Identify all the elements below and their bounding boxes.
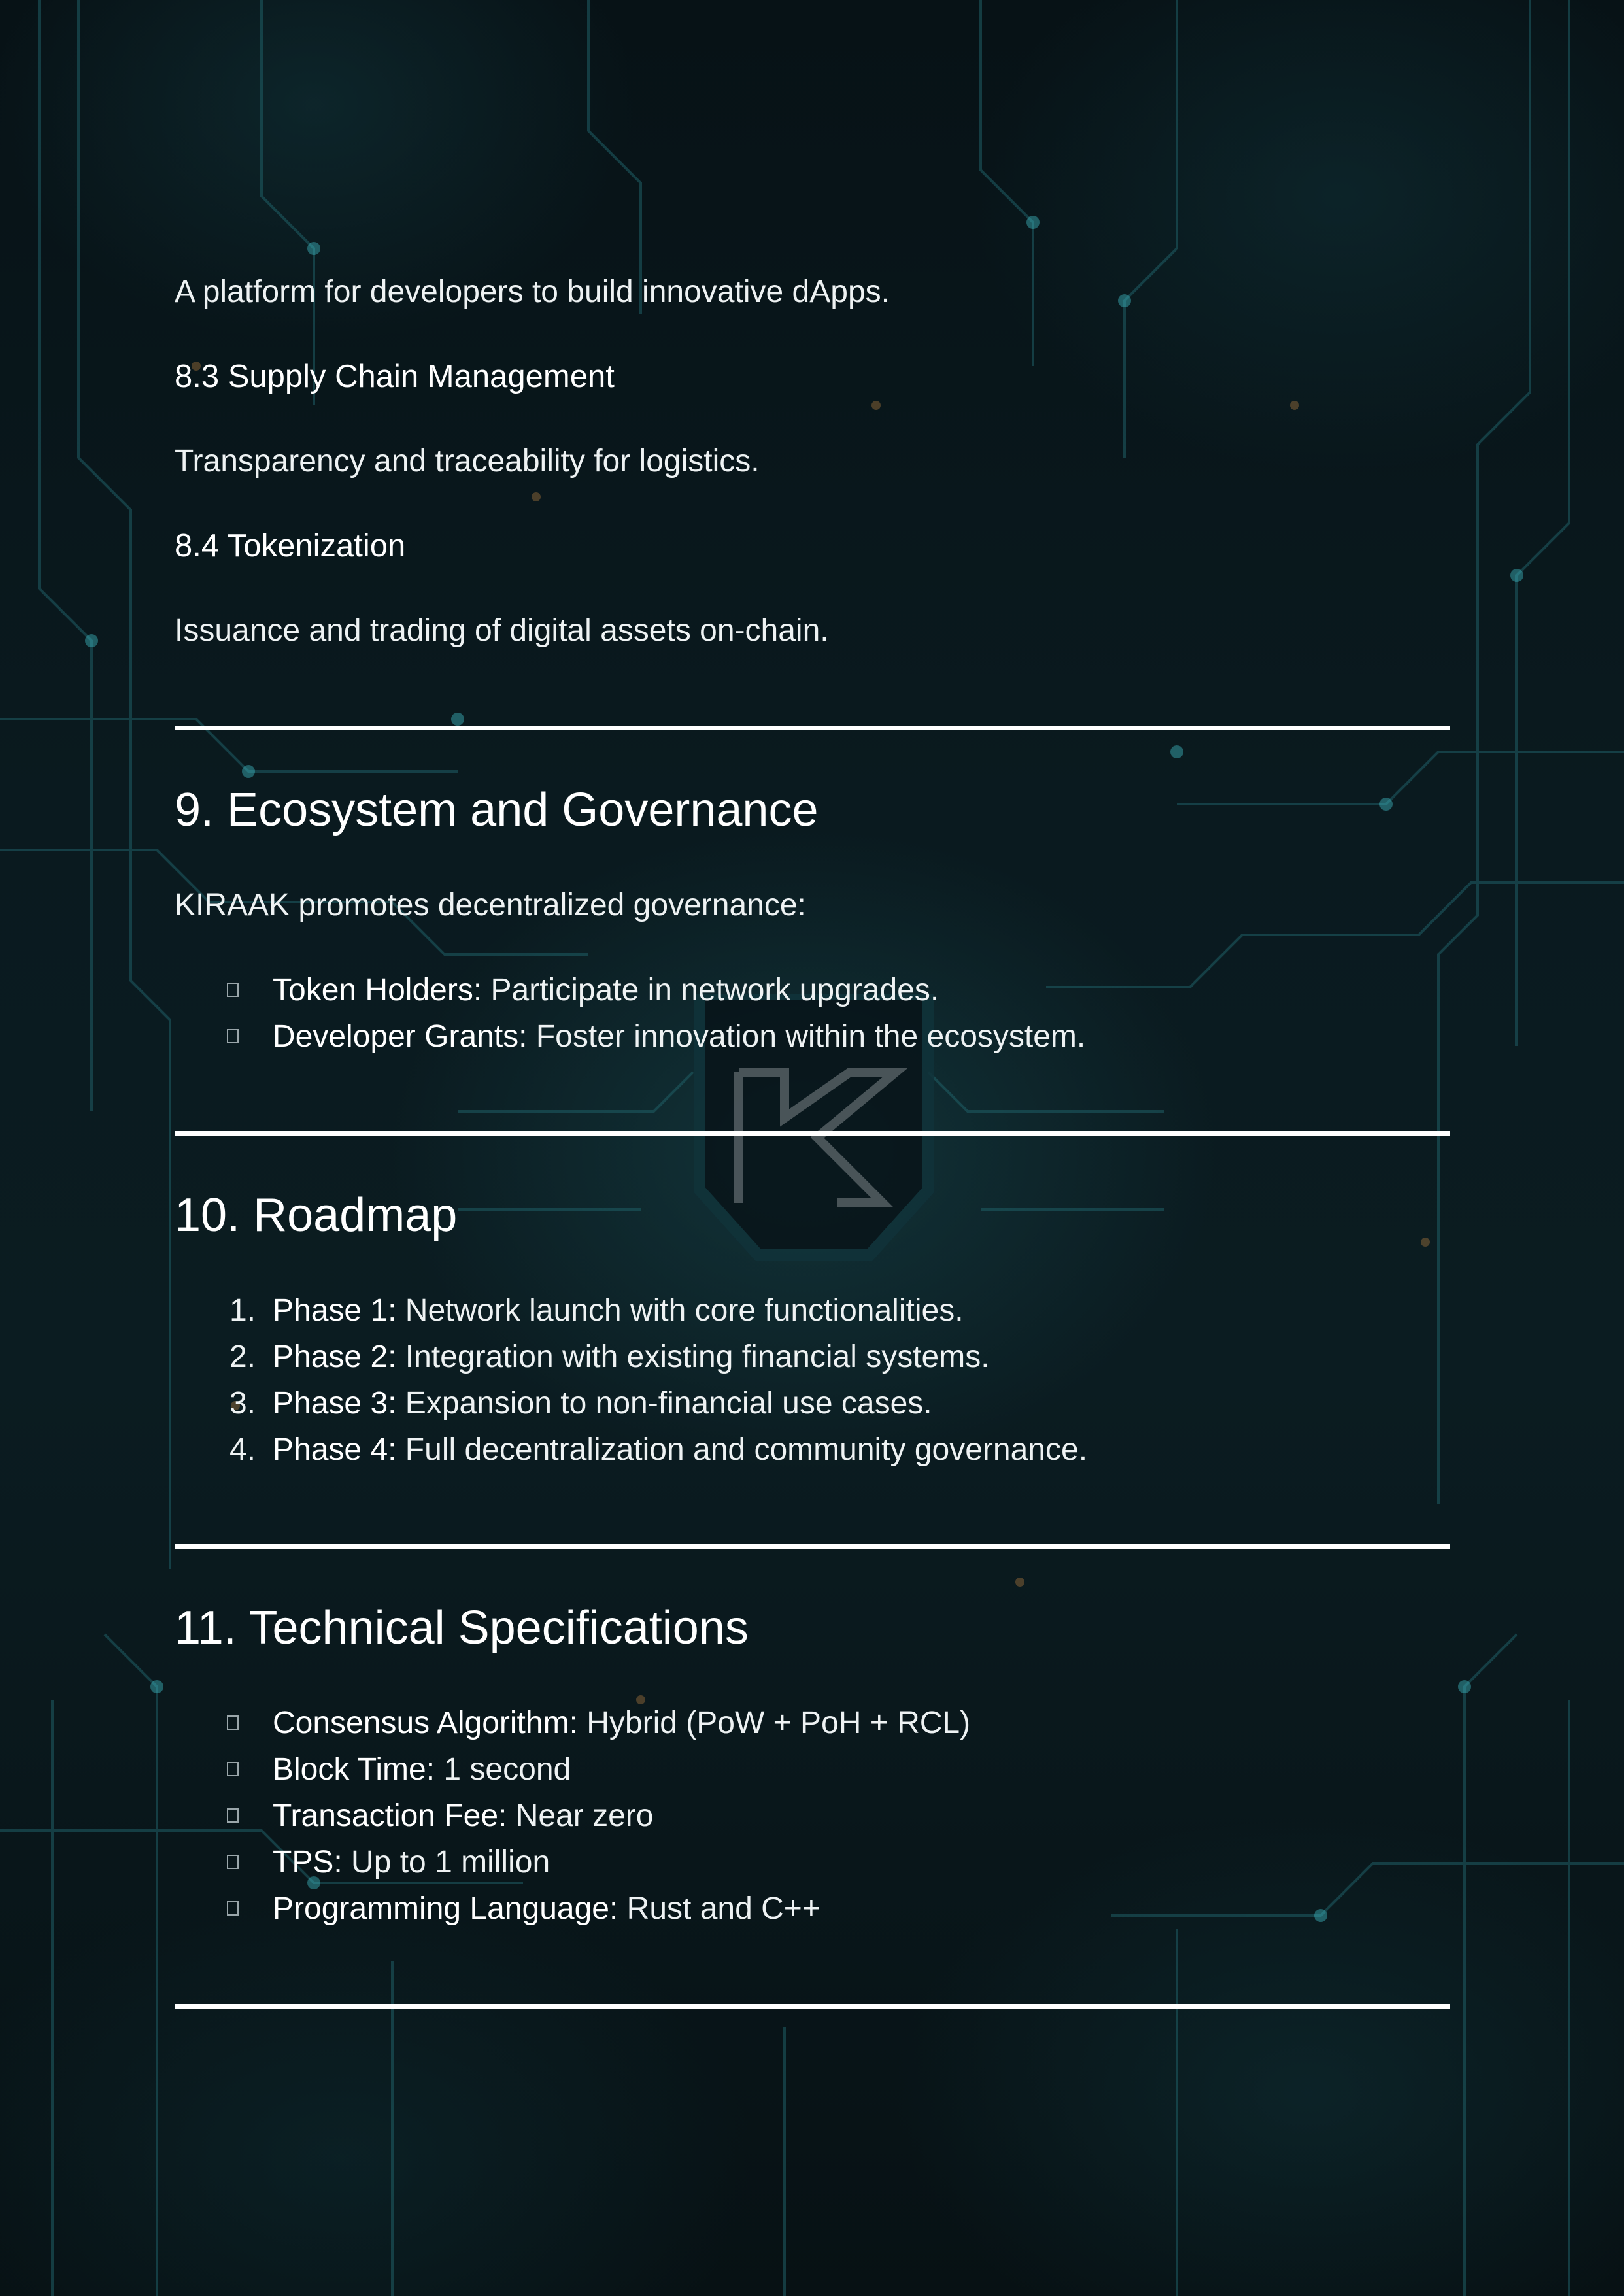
list-number: 2.: [229, 1340, 256, 1374]
square-bullet-icon: [227, 1808, 239, 1823]
item-description: Hybrid (PoW + PoH + RCL): [577, 1706, 971, 1740]
square-bullet-icon: [227, 1855, 239, 1869]
item-term: Token Holders:: [273, 973, 482, 1007]
item-description: Participate in network upgrades.: [482, 973, 939, 1007]
item-description: Integration with existing financial systems.: [396, 1340, 990, 1374]
item-term: Phase 2:: [273, 1340, 397, 1374]
square-bullet-icon: [227, 1029, 239, 1043]
item-term: TPS:: [273, 1845, 343, 1880]
supply-chain-text: Transparency and traceability for logistics.: [175, 444, 760, 479]
item-term: Phase 4:: [273, 1432, 397, 1467]
square-bullet-icon: [227, 1715, 239, 1730]
item-term: Phase 1:: [273, 1293, 397, 1328]
item-description: Near zero: [507, 1798, 654, 1833]
dapps-platform-text: A platform for developers to build innovative dApps.: [175, 275, 890, 309]
list-number: 4.: [229, 1432, 256, 1467]
governance-intro-text: KIRAAK promotes decentralized governance:: [175, 888, 806, 922]
item-term: Programming Language:: [273, 1891, 618, 1926]
section-divider: [175, 1131, 1450, 1136]
item-description: Full decentralization and community governance.: [396, 1432, 1088, 1467]
section-divider: [175, 726, 1450, 730]
tokenization-text: Issuance and trading of digital assets on-chain.: [175, 613, 829, 648]
section-divider: [175, 2004, 1450, 2009]
technical-specifications-heading: 11. Technical Specifications: [175, 1602, 749, 1654]
list-number: 1.: [229, 1293, 256, 1328]
item-description: Network launch with core functionalities.: [396, 1293, 964, 1328]
item-description: 1 second: [435, 1752, 571, 1787]
square-bullet-icon: [227, 983, 239, 997]
square-bullet-icon: [227, 1762, 239, 1776]
roadmap-heading: 10. Roadmap: [175, 1189, 458, 1241]
item-description: Rust and C++: [618, 1891, 820, 1926]
supply-chain-heading: 8.3 Supply Chain Management: [175, 359, 615, 394]
section-divider: [175, 1544, 1450, 1549]
item-term: Developer Grants:: [273, 1019, 528, 1054]
item-description: Up to 1 million: [342, 1845, 550, 1880]
item-term: Block Time:: [273, 1752, 435, 1787]
item-description: Foster innovation within the ecosystem.: [527, 1019, 1086, 1054]
item-term: Transaction Fee:: [273, 1798, 507, 1833]
ecosystem-governance-heading: 9. Ecosystem and Governance: [175, 784, 819, 836]
item-term: Consensus Algorithm:: [273, 1706, 578, 1740]
tokenization-heading: 8.4 Tokenization: [175, 528, 406, 564]
square-bullet-icon: [227, 1901, 239, 1916]
item-term: Phase 3:: [273, 1386, 397, 1421]
item-description: Expansion to non-financial use cases.: [396, 1386, 932, 1421]
list-number: 3.: [229, 1386, 256, 1421]
